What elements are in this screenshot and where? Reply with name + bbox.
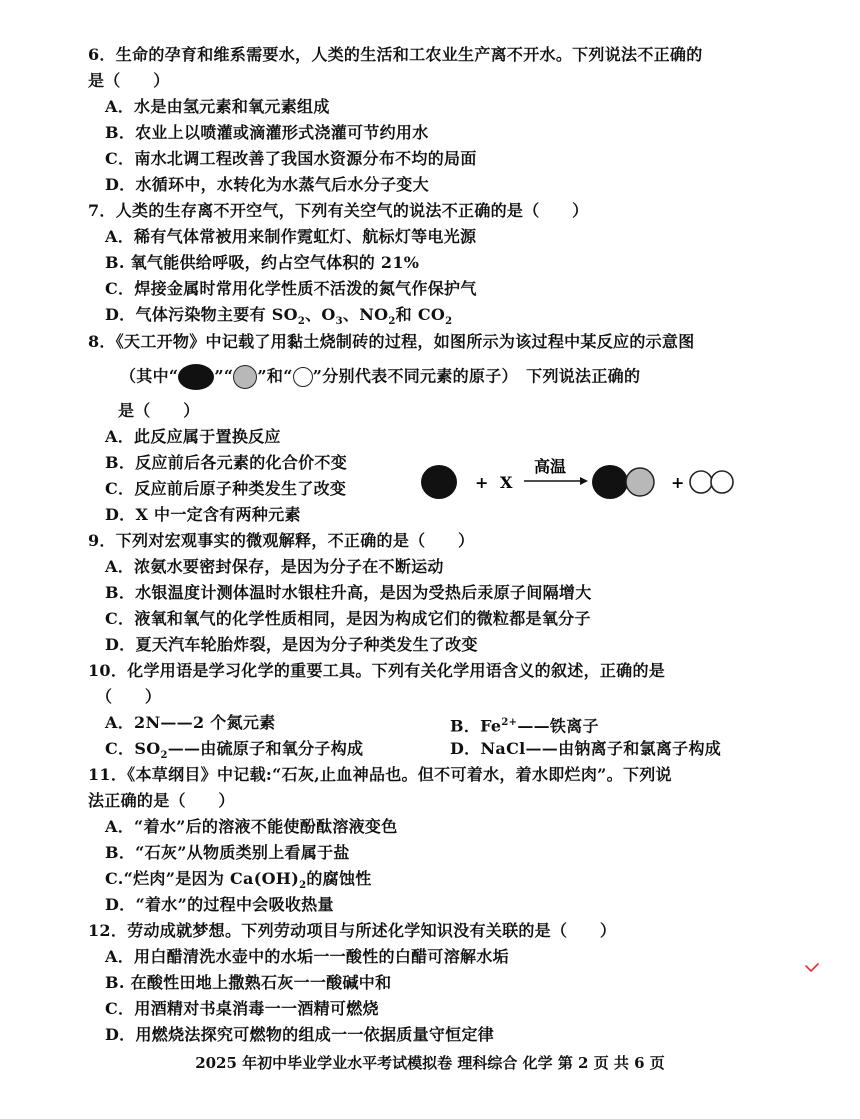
plus-sign-1: +: [475, 473, 489, 492]
q7-d-sub2: 3: [335, 316, 343, 328]
reactant-x: X: [500, 473, 513, 492]
q6-option-a: A．水是由氢元素和氧元素组成: [105, 97, 330, 116]
product-black-atom-icon: [592, 465, 628, 499]
q8-stem-line2: 是（ ）: [118, 401, 200, 420]
q10-option-d: D．NaCl——由钠离子和氯离子构成: [450, 739, 722, 758]
q8-legend-line: [120, 364, 640, 390]
q7-d-text3: 、NO: [342, 305, 389, 324]
product-white-atom-icon-2: [711, 471, 733, 493]
q8-legend-text4: ”分别代表不同元素的原子） 下列说法正确的: [312, 366, 641, 386]
q8-option-a: A．此反应属于置换反应: [105, 427, 281, 446]
q6-option-c: C．南水北调工程改善了我国水资源分布不均的局面: [105, 149, 477, 168]
q7-option-a: A．稀有气体常被用来制作霓虹灯、航标灯等电光源: [105, 227, 477, 246]
q7-d-sub3: 2: [388, 316, 396, 328]
q7-option-c: C．焊接金属时常用化学性质不活泼的氮气作保护气: [105, 279, 477, 298]
q7-d-text4: 和 CO: [395, 305, 446, 324]
q10-option-c: [105, 738, 363, 767]
q6-option-d: D．水循环中，水转化为水蒸气后水分子变大: [105, 175, 429, 194]
q8-legend-text2: ”“: [214, 366, 234, 386]
q10-c-text1: C．SO: [105, 739, 161, 758]
q9-option-b: B．水银温度计测体温时水银柱升高，是因为受热后汞原子间隔增大: [105, 583, 592, 602]
q9-option-d: D．夏天汽车轮胎炸裂，是因为分子种类发生了改变: [105, 635, 478, 654]
product-gray-atom-icon: [626, 468, 654, 496]
product-white-atom-icon-1: [690, 471, 712, 493]
q10-stem-line2: （ ）: [96, 687, 162, 706]
q11-option-d: D．“着水”的过程中会吸收热量: [105, 895, 334, 914]
q10-option-b: [450, 712, 599, 737]
q8-stem-line1: 8．《天工开物》中记载了用黏土烧制砖的过程，如图所示为该过程中某反应的示意图: [88, 332, 695, 351]
q8-legend-text1: （其中“: [120, 366, 179, 386]
check-mark-icon: [804, 962, 820, 974]
q8-option-c: C．反应前后原子种类发生了改变: [105, 479, 347, 498]
arrow-head-icon: [580, 477, 588, 485]
plus-sign-2: +: [671, 473, 685, 492]
q12-option-b: B. 在酸性田地上撒熟石灰一一酸碱中和: [105, 973, 392, 992]
q7-stem: 7．人类的生存离不开空气，下列有关空气的说法不正确的是（ ）: [88, 201, 589, 220]
q10-stem-line1: 10．化学用语是学习化学的重要工具。下列有关化学用语含义的叙述，正确的是: [88, 661, 666, 680]
q6-stem-line1: 6．生命的孕育和维系需要水，人类的生活和工农业生产离不开水。下列说法不正确的: [88, 45, 703, 64]
q11-stem-line2: 法正确的是（ ）: [88, 791, 235, 810]
q8-legend-text3: ”和“: [257, 366, 293, 386]
q11-option-a: A．“着水”后的溶液不能使酚酞溶液变色: [105, 817, 398, 836]
q10-c-text2: ——由硫原子和氧分子构成: [167, 739, 364, 758]
q6-stem-line2: 是（ ）: [88, 71, 170, 90]
q10-b-text1: B．Fe: [450, 716, 502, 736]
q10-b-sup: 2+: [501, 717, 518, 728]
q12-option-a: A．用白醋清洗水壶中的水垢一一酸性的白醋可溶解水垢: [105, 947, 509, 966]
q9-option-a: A．浓氨水要密封保存，是因为分子在不断运动: [105, 557, 444, 576]
q11-stem-line1: 11．《本草纲目》中记载:“石灰,止血神品也。但不可着水，着水即烂肉”。下列说: [88, 765, 672, 784]
reaction-diagram: [420, 452, 750, 510]
q9-option-c: C．液氧和氧气的化学性质相同，是因为构成它们的微粒都是氧分子: [105, 609, 591, 628]
q7-option-d: [105, 304, 452, 333]
q7-d-text2: 、O: [305, 305, 336, 324]
q7-d-sub1: 2: [297, 316, 306, 328]
q11-c-text1: C.“烂肉”是因为 Ca(OH): [105, 869, 300, 888]
q12-option-c: C．用酒精对书桌消毒一一酒精可燃烧: [105, 999, 379, 1018]
white-atom-icon: [293, 367, 313, 387]
q12-option-d: D．用燃烧法探究可燃物的组成一一依据质量守恒定律: [105, 1025, 495, 1044]
black-atom-icon: [178, 364, 214, 390]
q8-option-d: D．X 中一定含有两种元素: [105, 505, 301, 524]
q11-option-c: [105, 868, 372, 897]
q11-c-text2: 的腐蚀性: [306, 869, 372, 888]
q7-d-sub4: 2: [445, 316, 453, 328]
q11-option-b: B．“石灰”从物质类别上看属于盐: [105, 843, 350, 862]
gray-atom-icon: [233, 365, 257, 389]
reactant-black-atom-icon: [421, 465, 457, 499]
q10-b-text2: ——铁离子: [517, 716, 599, 736]
q11-c-sub: 2: [299, 880, 307, 892]
q12-stem: 12．劳动成就梦想。下列劳动项目与所述化学知识没有关联的是（ ）: [88, 921, 617, 940]
q10-option-a: A．2N——2 个氮元素: [105, 713, 276, 732]
reaction-condition: 高温: [534, 457, 567, 476]
q7-option-b: B. 氧气能供给呼吸，约占空气体积的 21%: [105, 253, 420, 272]
q7-d-text1: D．气体污染物主要有 SO: [105, 305, 298, 324]
q8-option-b: B．反应前后各元素的化合价不变: [105, 453, 348, 472]
q6-option-b: B．农业上以喷灌或滴灌形式浇灌可节约用水: [105, 123, 429, 142]
q10-c-sub: 2: [160, 750, 168, 762]
page-footer: 2025 年初中毕业学业水平考试模拟卷 理科综合 化学 第 2 页 共 6 页: [195, 1054, 665, 1072]
q9-stem: 9．下列对宏观事实的微观解释，不正确的是（ ）: [88, 531, 475, 550]
